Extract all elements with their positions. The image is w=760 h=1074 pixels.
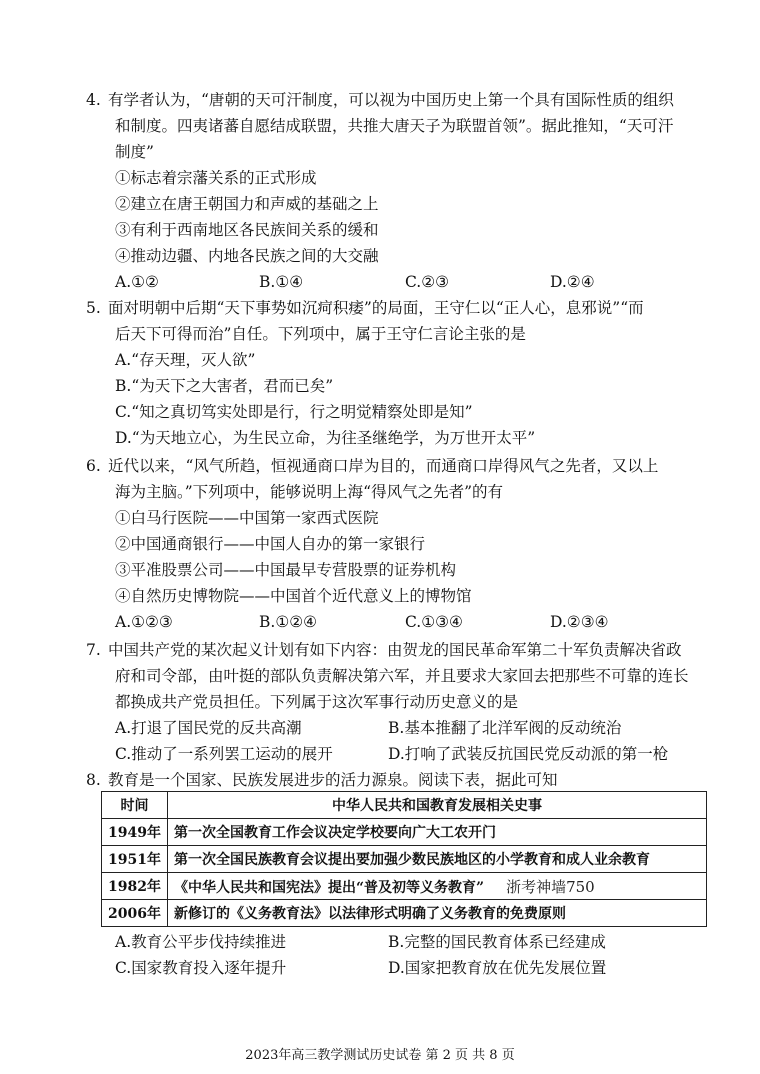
table-cell-year: 2006年	[102, 900, 168, 927]
q6-option-c[interactable]: C.①③④	[405, 613, 463, 631]
q5-option-c[interactable]: C.“知之真切笃实处即是行，行之明觉精察处即是知”	[115, 403, 473, 421]
table-cell-year: 1982年	[102, 873, 168, 900]
q6-option-b[interactable]: B.①②④	[259, 613, 318, 631]
table-header-events: 中华人民共和国教育发展相关史事	[167, 792, 706, 819]
q7-number: 7.	[86, 641, 101, 659]
q7-option-b[interactable]: B.基本推翻了北洋军阀的反动统治	[388, 719, 622, 737]
table-header-row	[102, 792, 707, 819]
q4-line-3: 制度”	[115, 143, 154, 161]
q4-number: 4.	[86, 91, 101, 109]
q4-option-b[interactable]: B.①④	[259, 273, 304, 291]
q6-option-a[interactable]: A.①②③	[115, 613, 173, 631]
q7-option-c[interactable]: C.推动了一系列罢工运动的展开	[115, 745, 333, 763]
q7-line-2: 府和司令部，由叶挺的部队负责解决第六军，并且要求大家回去把那些不可靠的连长	[115, 667, 689, 685]
table-cell-event: 《中华人民共和国宪法》提出“普及初等义务教育” 浙考神墙750	[167, 873, 706, 900]
table-row	[102, 900, 707, 927]
q6-item-4: ④自然历史博物院——中国首个近代意义上的博物馆	[115, 587, 472, 605]
q6-line-2: 海为主脑。”下列项中，能够说明上海“得风气之先者”的有	[115, 483, 504, 501]
q4-option-c[interactable]: C.②③	[405, 273, 450, 291]
q7-line-3: 都换成共产党员担任。下列属于这次军事行动历史意义的是	[115, 693, 519, 711]
table-cell-event: 新修订的《义务教育法》以法律形式明确了义务教育的免费原则	[167, 900, 706, 927]
q6-option-d[interactable]: D.②③④	[550, 613, 609, 631]
table-row	[102, 846, 707, 873]
q7-option-a[interactable]: A.打退了国民党的反共高潮	[115, 719, 302, 737]
table-row	[102, 819, 707, 846]
table-header-time: 时间	[102, 792, 168, 819]
q8-option-d[interactable]: D.国家把教育放在优先发展位置	[388, 959, 607, 977]
q8-option-b[interactable]: B.完整的国民教育体系已经建成	[388, 933, 606, 951]
table-cell-year: 1951年	[102, 846, 168, 873]
q4-item-4: ④推动边疆、内地各民族之间的大交融	[115, 247, 379, 265]
q6-item-3: ③平准股票公司——中国最早专营股票的证券机构	[115, 561, 457, 579]
q8-line-1: 8. 教育是一个国家、民族发展进步的活力源泉。阅读下表，据此可知	[86, 771, 558, 789]
q4-option-d[interactable]: D.②④	[550, 273, 595, 291]
q7-line-1: 7. 中国共产党的某次起义计划有如下内容：由贺龙的国民革命军第二十军负责解决省政	[86, 641, 682, 659]
q4-option-a[interactable]: A.①②	[115, 273, 159, 291]
q4-line-1: 4. 有学者认为，“唐朝的天可汗制度，可以视为中国历史上第一个具有国际性质的组织	[86, 91, 674, 109]
q5-line-1: 5. 面对明朝中后期“天下事势如沉疴积痿”的局面，王守仁以“正人心，息邪说”“而	[86, 299, 644, 317]
q8-number: 8.	[86, 771, 101, 789]
q6-item-1: ①白马行医院——中国第一家西式医院	[115, 509, 379, 527]
q7-option-d[interactable]: D.打响了武装反抗国民党反动派的第一枪	[388, 745, 669, 763]
q6-item-2: ②中国通商银行——中国人自办的第一家银行	[115, 535, 426, 553]
page-footer: 2023年高三教学测试历史试卷 第 2 页 共 8 页	[245, 1048, 515, 1063]
q5-number: 5.	[86, 299, 101, 317]
q5-option-a[interactable]: A.“存天理，灭人欲”	[115, 351, 256, 369]
q5-option-b[interactable]: B.“为天下之大害者，君而已矣”	[115, 377, 334, 395]
q5-option-d[interactable]: D.“为天地立心，为生民立命，为往圣继绝学，为万世开太平”	[115, 429, 536, 447]
q4-line-2: 和制度。四夷诸蕃自愿结成联盟，共推大唐天子为联盟首领”。据此推知，“天可汗	[115, 117, 674, 135]
table-cell-year: 1949年	[102, 819, 168, 846]
table-cell-event: 第一次全国教育工作会议决定学校要向广大工农开门	[167, 819, 706, 846]
q4-item-2: ②建立在唐王朝国力和声威的基础之上	[115, 195, 379, 213]
education-history-table	[101, 791, 707, 927]
q8-option-c[interactable]: C.国家教育投入逐年提升	[115, 959, 287, 977]
q5-line-2: 后天下可得而治”自任。下列项中，属于王守仁言论主张的是	[115, 325, 526, 343]
watermark-text: 浙考神墙750	[506, 877, 595, 896]
table-cell-event: 第一次全国民族教育会议提出要加强少数民族地区的小学教育和成人业余教育	[167, 846, 706, 873]
q6-number: 6.	[86, 457, 101, 475]
table-row	[102, 873, 707, 900]
q4-item-3: ③有利于西南地区各民族间关系的缓和	[115, 221, 379, 239]
q8-option-a[interactable]: A.教育公平步伐持续推进	[115, 933, 287, 951]
q4-item-1: ①标志着宗藩关系的正式形成	[115, 169, 317, 187]
q6-line-1: 6. 近代以来，“风气所趋，恒视通商口岸为目的，而通商口岸得风气之先者，又以上	[86, 457, 659, 475]
